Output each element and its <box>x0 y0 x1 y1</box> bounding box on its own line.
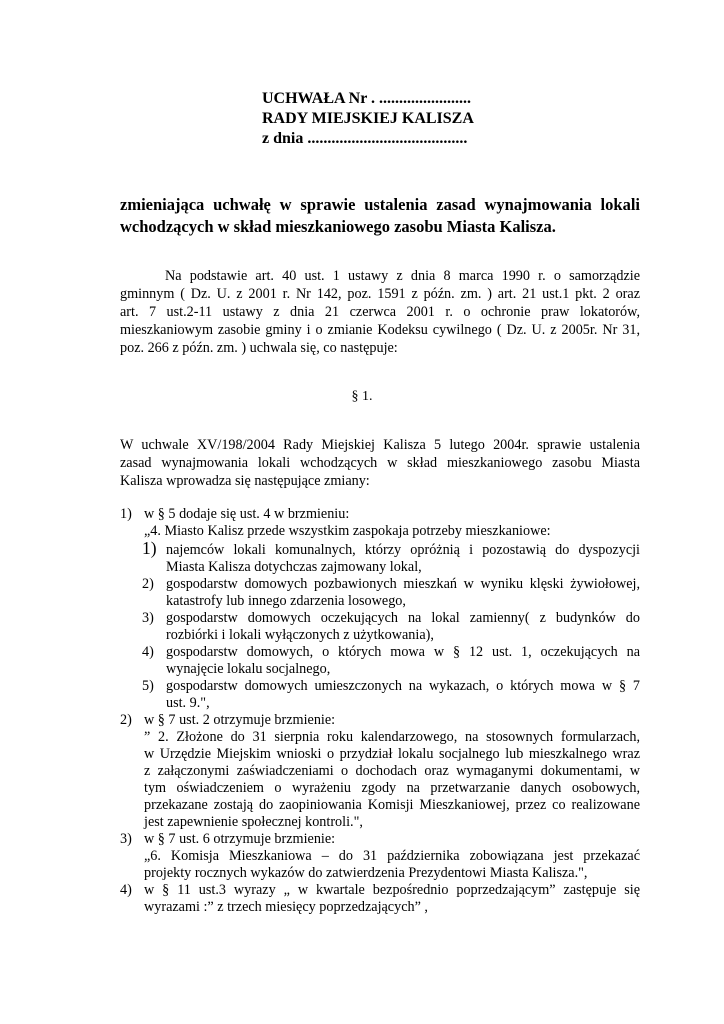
intro-line: zasad wynajmowania lokali wchodzących w skład mieszkaniowego zasobu Miasta <box>120 455 640 471</box>
sub-item-line: ust. 9.", <box>166 695 210 711</box>
resolution-number: UCHWAŁA Nr . ....................... <box>262 90 472 107</box>
preamble-line: art. 7 ust.2-11 ustawy z dnia 21 czerwca 2001 r. o ochronie praw lokatorów, <box>120 304 640 320</box>
change-number: 3) <box>120 831 132 847</box>
sub-number: 3) <box>142 610 154 626</box>
preamble-line: poz. 266 z późn. zm. ) uchwala się, co następuje: <box>120 340 398 356</box>
change-number: 4) <box>120 882 132 898</box>
title-line: wchodzących w skład mieszkaniowego zasobu Miasta Kalisza. <box>120 217 556 236</box>
sub-number: 1) <box>142 538 157 558</box>
sub-item-line: najemców lokali komunalnych, którzy opróżnią i pozostawią do dyspozycji <box>166 542 640 558</box>
intro-line: Kalisza wprowadza się następujące zmiany: <box>120 473 370 489</box>
sub-item-line: wynajęcie lokalu socjalnego, <box>166 661 331 677</box>
sub-item-line: gospodarstw domowych oczekujących na lokal zamienny( z budynków do <box>166 610 640 626</box>
intro-paragraph <box>120 436 640 490</box>
change-number: 2) <box>120 712 132 728</box>
sub-item-line: Miasta Kalisza dotychczas zajmowany lokal, <box>166 559 422 575</box>
title-line: zmieniająca uchwałę w sprawie ustalenia zasad wynajmowania lokali <box>120 195 640 214</box>
intro-line: W uchwale XV/198/2004 Rady Miejskiej Kalisza 5 lutego 2004r. sprawie ustalenia <box>120 437 640 453</box>
change-number: 1) <box>120 506 132 522</box>
preamble-line: gminnym ( Dz. U. z 2001 r. Nr 142, poz. 1591 z późn. zm. ) art. 21 ust.1 pkt. 2 oraz <box>120 286 640 302</box>
document-title <box>120 194 640 238</box>
change-text-line: wyrazami :” z trzech miesięcy poprzedzających” , <box>144 899 428 915</box>
sub-number: 5) <box>142 678 154 694</box>
change-text-line: projekty rocznych wykazów do zatwierdzenia Prezydentowi Miasta Kalisza.", <box>144 865 588 881</box>
council-name: RADY MIEJSKIEJ KALISZA <box>262 110 474 127</box>
change-lead: w § 5 dodaje się ust. 4 w brzmieniu: <box>144 506 350 522</box>
preamble <box>120 267 640 357</box>
change-text-line: z załączonymi zaświadczeniami o dochodach oraz wymaganymi dokumentami, w <box>144 763 640 779</box>
change-text-line: przekazane zostają do zaopiniowania Komisji Mieszkaniowej, przez co realizowane <box>144 797 640 813</box>
sub-number: 4) <box>142 644 154 660</box>
preamble-line: mieszkaniowym zasobie gminy i o zmianie Kodeksu cywilnego ( Dz. U. z 2005r. Nr 31, <box>120 322 640 338</box>
sub-item-line: gospodarstw domowych pozbawionych mieszkań w wyniku klęski żywiołowej, <box>166 576 640 592</box>
change-text-line: jest zapewnienie społecznej kontroli.", <box>144 814 363 830</box>
change-text-line: ” 2. Złożone do 31 sierpnia roku kalendarzowego, na stosownych formularzach, <box>144 729 640 745</box>
change-text-line: „6. Komisja Mieszkaniowa – do 31 października zobowiązana jest przekazać <box>144 848 640 864</box>
sub-number: 2) <box>142 576 154 592</box>
change-quote: „4. Miasto Kalisz przede wszystkim zaspokaja potrzeby mieszkaniowe: <box>144 523 551 539</box>
change-text-line: w Urzędzie Miejskim wnioski o przydział lokalu socjalnego lub mieszkalnego wraz <box>144 746 640 762</box>
preamble-line: Na podstawie art. 40 ust. 1 ustawy z dnia 8 marca 1990 r. o samorządzie <box>165 268 640 284</box>
sub-item-line: gospodarstw domowych, o których mowa w § 12 ust. 1, oczekujących na <box>166 644 640 660</box>
sub-item-line: rozbiórki i lokali wyłączonych z użytkowania), <box>166 627 434 643</box>
section-heading: § 1. <box>351 389 373 404</box>
sub-item-line: katastrofy lub innego zdarzenia losowego, <box>166 593 406 609</box>
change-text-line: tym oświadczeniem o wyrażeniu zgody na przetwarzanie danych osobowych, <box>144 780 640 796</box>
sub-item-line: gospodarstw domowych umieszczonych na wykazach, o których mowa w § 7 <box>166 678 640 694</box>
change-lead: w § 7 ust. 2 otrzymuje brzmienie: <box>144 712 336 728</box>
resolution-date: z dnia ........................................ <box>262 130 468 147</box>
change-lead: w § 7 ust. 6 otrzymuje brzmienie: <box>144 831 336 847</box>
change-text-line: w § 11 ust.3 wyrazy „ w kwartale bezpośrednio poprzedzającym” zastępuje się <box>144 882 640 898</box>
